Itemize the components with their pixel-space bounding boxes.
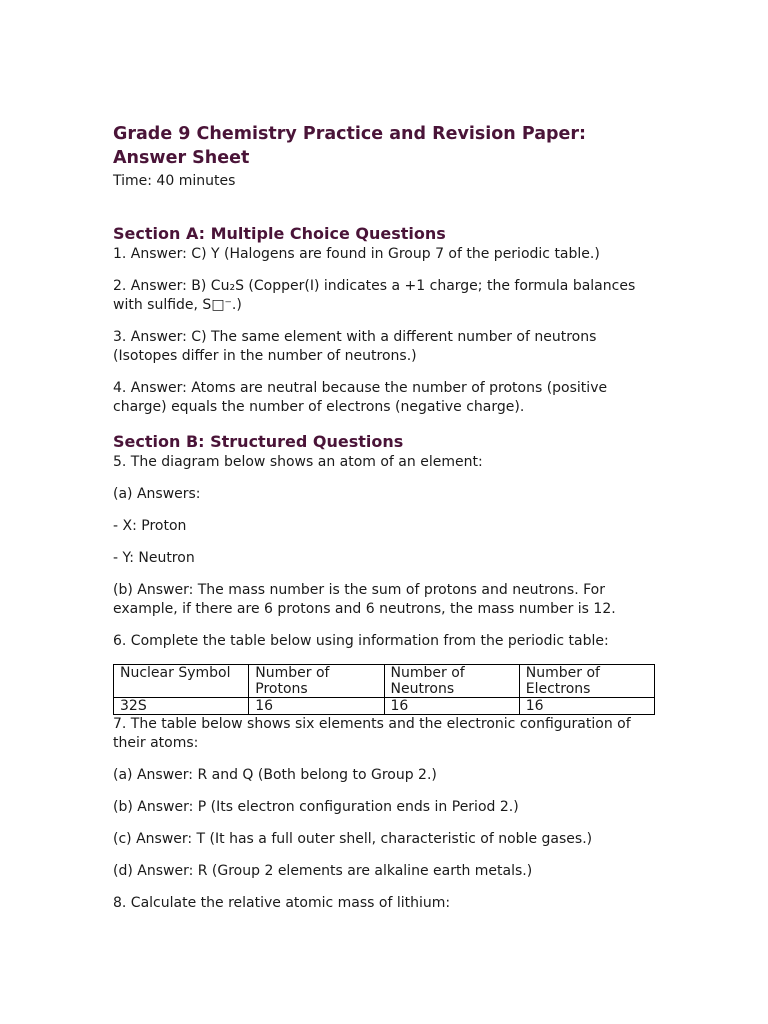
table-header-row [114,665,655,698]
answer-7b: (b) Answer: P (Its electron configuration ends in Period 2.) [113,799,519,815]
table-cell: 16 [249,698,384,715]
atom-table [113,664,655,715]
document-title: Grade 9 Chemistry Practice and Revision Paper: Answer Sheet [113,124,587,168]
question-6: 6. Complete the table below using information from the periodic table: [113,633,609,649]
table-header-cell: Number of Neutrons [384,665,519,698]
question-5: 5. The diagram below shows an atom of an element: [113,454,483,470]
table-cell: 32S [114,698,249,715]
answer-5b: (b) Answer: The mass number is the sum of protons and neutrons. For example, if there are 6 protons and 6 neutrons, the mass number is 12. [113,582,616,617]
question-8: 8. Calculate the relative atomic mass of lithium: [113,895,451,911]
table-header-cell: Nuclear Symbol [114,665,249,698]
question-7: 7. The table below shows six elements and the electronic configuration of their atoms: [113,716,631,751]
table-cell: 16 [519,698,654,715]
time-limit: Time: 40 minutes [113,173,236,189]
section-a-heading: Section A: Multiple Choice Questions [113,224,446,243]
answer-5a-y: - Y: Neutron [113,550,195,566]
table-row [114,698,655,715]
answer-5a-x: - X: Proton [113,518,187,534]
answer-7d: (d) Answer: R (Group 2 elements are alkaline earth metals.) [113,863,533,879]
answer-1: 1. Answer: C) Y (Halogens are found in Group 7 of the periodic table.) [113,246,600,262]
answer-7a: (a) Answer: R and Q (Both belong to Group 2.) [113,767,437,783]
table-header-cell: Number of Protons [249,665,384,698]
answer-7c: (c) Answer: T (It has a full outer shell, characteristic of noble gases.) [113,831,593,847]
answer-4: 4. Answer: Atoms are neutral because the number of protons (positive charge) equals the number of electrons (negative charge). [113,380,608,415]
answer-5a: (a) Answers: [113,486,201,502]
section-b-heading: Section B: Structured Questions [113,432,404,451]
table-cell: 16 [384,698,519,715]
answer-3: 3. Answer: C) The same element with a different number of neutrons (Isotopes differ in the number of neutrons.) [113,329,597,364]
answer-sheet [113,122,658,913]
answer-2: 2. Answer: B) Cu₂S (Copper(I) indicates a +1 charge; the formula balances with sulfide, S□⁻.) [113,278,636,313]
table-header-cell: Number of Electrons [519,665,654,698]
